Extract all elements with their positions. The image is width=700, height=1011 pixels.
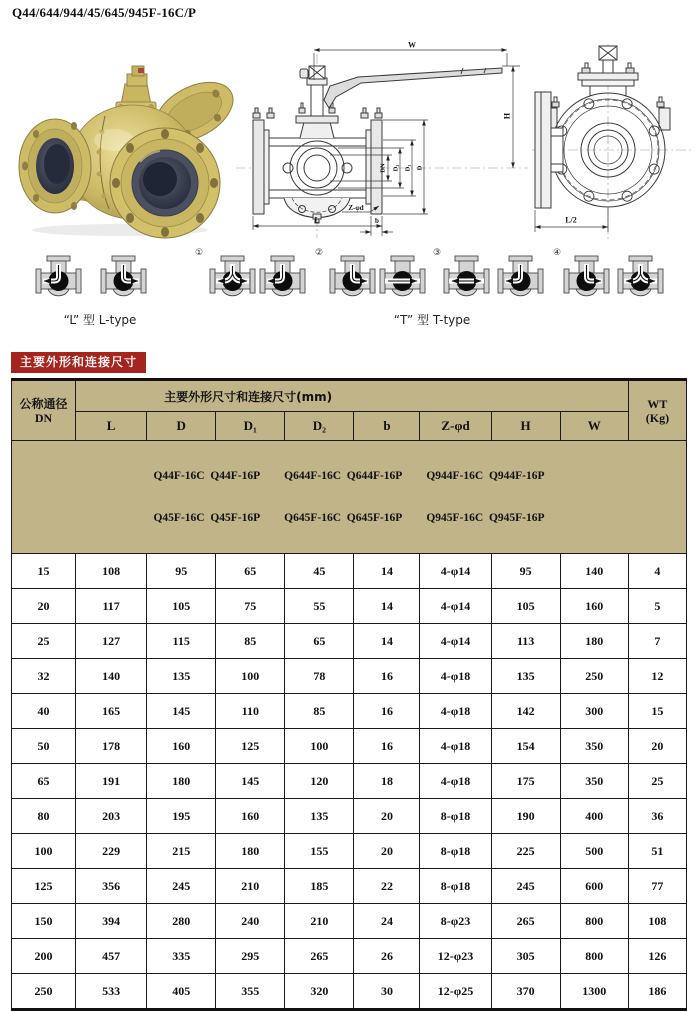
table-cell: 65 xyxy=(285,624,354,659)
table-cell: 180 xyxy=(560,624,628,659)
table-row xyxy=(12,939,687,974)
table-cell: 127 xyxy=(76,624,147,659)
t-type-flow-diagram xyxy=(443,254,490,306)
table-row xyxy=(12,869,687,904)
table-cell: 350 xyxy=(560,764,628,799)
dim-label-h: H xyxy=(502,112,512,120)
table-cell: 80 xyxy=(12,799,76,834)
table-cell: 160 xyxy=(147,729,216,764)
dim-label-dn: DN xyxy=(379,163,387,173)
table-cell: 105 xyxy=(491,589,560,624)
table-row xyxy=(12,659,687,694)
table-cell: 140 xyxy=(560,554,628,589)
table-row xyxy=(12,694,687,729)
table-cell: 191 xyxy=(76,764,147,799)
table-cell: 600 xyxy=(560,869,628,904)
table-cell: 140 xyxy=(76,659,147,694)
table-cell: 186 xyxy=(628,974,686,1010)
table-cell: 394 xyxy=(76,904,147,939)
group-number-1: ① xyxy=(195,248,204,258)
table-cell: 24 xyxy=(354,904,420,939)
table-cell: 533 xyxy=(76,974,147,1010)
dimensions-table xyxy=(11,378,687,1011)
table-cell: 210 xyxy=(216,869,285,904)
table-cell: 203 xyxy=(76,799,147,834)
t-type-group-2 xyxy=(315,250,433,310)
table-cell: 265 xyxy=(285,939,354,974)
table-cell: 22 xyxy=(354,869,420,904)
table-cell: 108 xyxy=(76,554,147,589)
table-cell: 65 xyxy=(216,554,285,589)
table-cell: 200 xyxy=(12,939,76,974)
table-cell: 8-φ18 xyxy=(420,869,491,904)
dim-label-d: D xyxy=(416,165,424,171)
model-designation-row xyxy=(12,441,687,554)
table-cell: 40 xyxy=(12,694,76,729)
table-cell: 210 xyxy=(285,904,354,939)
table-cell: 25 xyxy=(12,624,76,659)
table-cell: 350 xyxy=(560,729,628,764)
table-cell: 14 xyxy=(354,589,420,624)
table-cell: 100 xyxy=(12,834,76,869)
t-type-flow-diagram xyxy=(617,254,664,306)
model-group-3: Q944F-16C Q944F-16P Q945F-16C Q945F-16P xyxy=(426,470,545,524)
t-type-flow-diagram xyxy=(563,254,610,306)
table-cell: 7 xyxy=(628,624,686,659)
table-cell: 95 xyxy=(147,554,216,589)
column-header-w: W xyxy=(560,412,628,441)
table-row xyxy=(12,904,687,939)
table-cell: 4-φ18 xyxy=(420,729,491,764)
t-type-flow-diagram xyxy=(259,254,306,306)
column-header-d: D xyxy=(147,412,216,441)
section-banner: 主要外形和连接尺寸 xyxy=(11,352,146,373)
table-cell: 135 xyxy=(491,659,560,694)
table-cell: 20 xyxy=(354,834,420,869)
dim-label-b: b xyxy=(375,217,379,225)
valve-photo xyxy=(8,46,230,238)
table-cell: 110 xyxy=(216,694,285,729)
table-cell: 225 xyxy=(491,834,560,869)
table-cell: 20 xyxy=(354,799,420,834)
table-cell: 36 xyxy=(628,799,686,834)
column-header-d2: D₂ xyxy=(285,412,354,441)
table-cell: 457 xyxy=(76,939,147,974)
table-cell: 165 xyxy=(76,694,147,729)
column-header-l: L xyxy=(76,412,147,441)
table-cell: 800 xyxy=(560,939,628,974)
table-cell: 77 xyxy=(628,869,686,904)
table-cell: 8-φ23 xyxy=(420,904,491,939)
table-cell: 265 xyxy=(491,904,560,939)
column-header-b: b xyxy=(354,412,420,441)
table-row xyxy=(12,624,687,659)
t-type-label: “T” 型 T-type xyxy=(393,313,471,327)
t-type-group-3 xyxy=(433,250,551,310)
l-type-diagram-group xyxy=(30,250,160,310)
t-type-flow-diagram xyxy=(497,254,544,306)
table-cell: 32 xyxy=(12,659,76,694)
table-row xyxy=(12,589,687,624)
table-cell: 95 xyxy=(491,554,560,589)
table-cell: 295 xyxy=(216,939,285,974)
table-cell: 20 xyxy=(628,729,686,764)
column-header-dn: 公称通径 DN xyxy=(12,380,76,441)
table-cell: 245 xyxy=(491,869,560,904)
table-cell: 45 xyxy=(285,554,354,589)
table-row xyxy=(12,834,687,869)
table-cell: 100 xyxy=(285,729,354,764)
table-cell: 8-φ18 xyxy=(420,799,491,834)
table-cell: 18 xyxy=(354,764,420,799)
table-cell: 4-φ18 xyxy=(420,659,491,694)
table-cell: 370 xyxy=(491,974,560,1010)
column-header-d1: D₁ xyxy=(216,412,285,441)
table-cell: 30 xyxy=(354,974,420,1010)
table-cell: 215 xyxy=(147,834,216,869)
table-cell: 405 xyxy=(147,974,216,1010)
table-row xyxy=(12,554,687,589)
l-type-flow-diagram-1 xyxy=(35,254,82,306)
table-cell: 142 xyxy=(491,694,560,729)
column-header-wt: WT (Kg) xyxy=(628,380,686,441)
table-cell: 145 xyxy=(216,764,285,799)
dim-label-l-half: L/2 xyxy=(565,215,577,225)
table-cell: 800 xyxy=(560,904,628,939)
table-cell: 4-φ14 xyxy=(420,589,491,624)
table-cell: 160 xyxy=(216,799,285,834)
table-cell: 50 xyxy=(12,729,76,764)
table-cell: 180 xyxy=(147,764,216,799)
table-cell: 16 xyxy=(354,694,420,729)
table-row xyxy=(12,764,687,799)
table-cell: 65 xyxy=(12,764,76,799)
table-cell: 500 xyxy=(560,834,628,869)
table-cell: 4-φ14 xyxy=(420,624,491,659)
table-cell: 240 xyxy=(216,904,285,939)
table-cell: 75 xyxy=(216,589,285,624)
table-cell: 160 xyxy=(560,589,628,624)
t-type-flow-diagram xyxy=(379,254,426,306)
table-cell: 1300 xyxy=(560,974,628,1010)
t-type-group-4 xyxy=(553,250,671,310)
table-row xyxy=(12,974,687,1010)
table-cell: 120 xyxy=(285,764,354,799)
dim-label-d2: D₂ xyxy=(392,164,400,172)
page-title: Q44/644/944/45/645/945F-16C/P xyxy=(12,5,197,20)
table-cell: 78 xyxy=(285,659,354,694)
t-type-flow-diagram xyxy=(329,254,376,306)
drawing-canvas xyxy=(230,40,700,246)
table-cell: 355 xyxy=(216,974,285,1010)
table-cell: 4-φ18 xyxy=(420,764,491,799)
table-cell: 85 xyxy=(216,624,285,659)
left-flange xyxy=(19,119,91,213)
table-cell: 280 xyxy=(147,904,216,939)
table-cell: 55 xyxy=(285,589,354,624)
column-header-h: H xyxy=(491,412,560,441)
table-cell: 150 xyxy=(12,904,76,939)
table-cell: 229 xyxy=(76,834,147,869)
table-cell: 4-φ14 xyxy=(420,554,491,589)
table-cell: 335 xyxy=(147,939,216,974)
table-cell: 178 xyxy=(76,729,147,764)
table-cell: 180 xyxy=(216,834,285,869)
table-cell: 14 xyxy=(354,554,420,589)
table-cell: 4-φ18 xyxy=(420,694,491,729)
table-cell: 16 xyxy=(354,659,420,694)
dim-label-l: L xyxy=(314,215,320,225)
t-type-flow-diagram xyxy=(209,254,256,306)
group-number-4: ④ xyxy=(553,248,562,258)
table-cell: 135 xyxy=(285,799,354,834)
model-group-1: Q44F-16C Q44F-16P Q45F-16C Q45F-16P xyxy=(153,470,261,524)
table-cell: 195 xyxy=(147,799,216,834)
table-cell: 190 xyxy=(491,799,560,834)
column-header-z-phi-d: Z-φd xyxy=(420,412,491,441)
table-row xyxy=(12,799,687,834)
group-number-2: ② xyxy=(315,248,324,258)
table-cell: 14 xyxy=(354,624,420,659)
table-cell: 26 xyxy=(354,939,420,974)
table-cell: 20 xyxy=(12,589,76,624)
table-cell: 117 xyxy=(76,589,147,624)
table-cell: 113 xyxy=(491,624,560,659)
table-cell: 25 xyxy=(628,764,686,799)
dim-label-d1: D₁ xyxy=(404,164,412,172)
table-cell: 126 xyxy=(628,939,686,974)
table-cell: 175 xyxy=(491,764,560,799)
dim-label-w: W xyxy=(408,40,416,50)
table-cell: 85 xyxy=(285,694,354,729)
l-type-label: “L” 型 L-type xyxy=(63,313,137,327)
table-cell: 155 xyxy=(285,834,354,869)
table-cell: 51 xyxy=(628,834,686,869)
span-header-dimensions: 主要外形尺寸和连接尺寸(mm) xyxy=(76,380,629,412)
table-row xyxy=(12,729,687,764)
side-view-drawing xyxy=(535,46,670,208)
table-cell: 250 xyxy=(12,974,76,1010)
table-cell: 245 xyxy=(147,869,216,904)
table-cell: 15 xyxy=(12,554,76,589)
table-cell: 125 xyxy=(12,869,76,904)
table-cell: 16 xyxy=(354,729,420,764)
table-cell: 250 xyxy=(560,659,628,694)
table-cell: 12 xyxy=(628,659,686,694)
table-cell: 12-φ23 xyxy=(420,939,491,974)
table-cell: 125 xyxy=(216,729,285,764)
table-cell: 320 xyxy=(285,974,354,1010)
table-cell: 12-φ25 xyxy=(420,974,491,1010)
table-cell: 305 xyxy=(491,939,560,974)
table-cell: 400 xyxy=(560,799,628,834)
front-flange xyxy=(110,128,220,238)
table-cell: 135 xyxy=(147,659,216,694)
table-cell: 108 xyxy=(628,904,686,939)
table-cell: 115 xyxy=(147,624,216,659)
table-cell: 4 xyxy=(628,554,686,589)
table-cell: 5 xyxy=(628,589,686,624)
table-cell: 154 xyxy=(491,729,560,764)
table-cell: 100 xyxy=(216,659,285,694)
table-cell: 300 xyxy=(560,694,628,729)
handle-lever xyxy=(324,68,502,108)
table-cell: 185 xyxy=(285,869,354,904)
table-cell: 15 xyxy=(628,694,686,729)
l-type-flow-diagram-2 xyxy=(100,254,147,306)
group-number-3: ③ xyxy=(433,248,442,258)
table-cell: 105 xyxy=(147,589,216,624)
technical-drawings xyxy=(230,40,700,246)
t-type-group-1 xyxy=(195,250,313,310)
table-cell: 145 xyxy=(147,694,216,729)
table-cell: 8-φ18 xyxy=(420,834,491,869)
model-group-2: Q644F-16C Q644F-16P Q645F-16C Q645F-16P xyxy=(284,470,403,524)
dim-label-z-phi-d: Z-φd xyxy=(348,204,364,212)
front-view-drawing xyxy=(253,66,502,223)
table-cell: 356 xyxy=(76,869,147,904)
